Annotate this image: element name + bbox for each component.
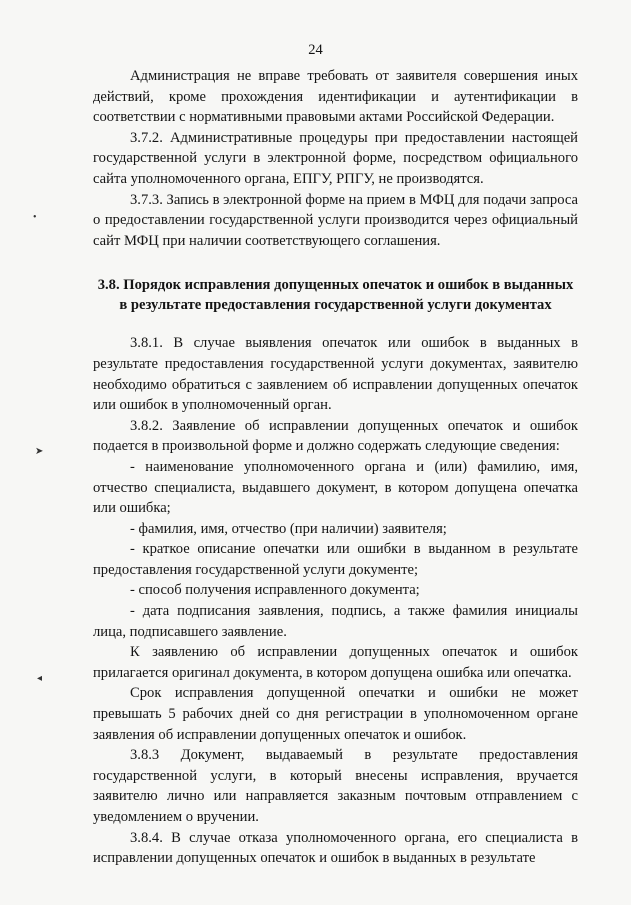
page-number: 24 xyxy=(308,42,323,58)
paragraph: 3.7.3. Запись в электронной форме на прием в МФЦ для подачи запроса о предоставлении государственной услуги производится через официальный сайт МФЦ при наличии соответствующего соглашения. xyxy=(93,191,578,249)
paragraph: 3.7.2. Административные процедуры при предоставлении настоящей государственной услуги в электронной форме, посредством официального сайта уполномоченного органа, ЕПГУ, РПГУ, не производятся. xyxy=(93,129,578,187)
list-item: - фамилия, имя, отчество (при наличии) заявителя; xyxy=(130,520,447,537)
paragraph: Срок исправления допущенной опечатки и ошибки не может превышать 5 рабочих дней со дня регистрации в уполномоченном органе заявления об исправлении допущенных опечаток и ошибок. xyxy=(93,685,578,743)
paragraph: 3.8.2. Заявление об исправлении допущенных опечаток и ошибок подается в произвольной форме и должно содержать следующие сведения: xyxy=(93,417,578,455)
section-heading: 3.8. Порядок исправления допущенных опечаток и ошибок в выданных в результате предоставления государственной услуги документах xyxy=(97,277,574,314)
scan-artifact-triangle: ◂ xyxy=(37,673,43,684)
list-item: - способ получения исправленного документа; xyxy=(130,582,420,599)
list-item: - наименование уполномоченного органа и (или) фамилию, имя, отчество специалиста, выдавшего документ, в котором допущена опечатка или ошибка; xyxy=(93,458,578,517)
list-item: - краткое описание опечатки или ошибки в выданном в результате предоставления государственной услуги документе; xyxy=(93,541,578,578)
scan-artifact-dot: • xyxy=(33,212,37,223)
scan-artifact-arrow: ➤ xyxy=(35,446,44,457)
paragraph: 3.8.3 Документ, выдаваемый в результате предоставления государственной услуги, в который внесены исправления, вручается заявителю лично или направляется заказным почтовым отправлением с уведомлением о вручении. xyxy=(93,747,578,825)
paragraph: К заявлению об исправлении допущенных опечаток и ошибок прилагается оригинал документа, в котором допущена ошибка или опечатка. xyxy=(93,644,578,681)
paragraph: 3.8.1. В случае выявления опечаток или ошибок в выданных в результате предоставления государственной услуги документах, заявителю необходимо обратиться с заявлением об исправлении допущенных опечаток или ошибок в уполномоченный орган. xyxy=(93,335,578,414)
paragraph: 3.8.4. В случае отказа уполномоченного органа, его специалиста в исправлении допущенных опечаток и ошибок в выданных в результате xyxy=(93,829,578,867)
list-item: - дата подписания заявления, подпись, а также фамилия инициалы лица, подписавшего заявление. xyxy=(93,603,578,640)
paragraph: Администрация не вправе требовать от заявителя совершения иных действий, кроме прохождения идентификации и аутентификации в соответствии с нормативными правовыми актами Российской Федерации. xyxy=(93,68,578,126)
document-body xyxy=(93,66,578,869)
